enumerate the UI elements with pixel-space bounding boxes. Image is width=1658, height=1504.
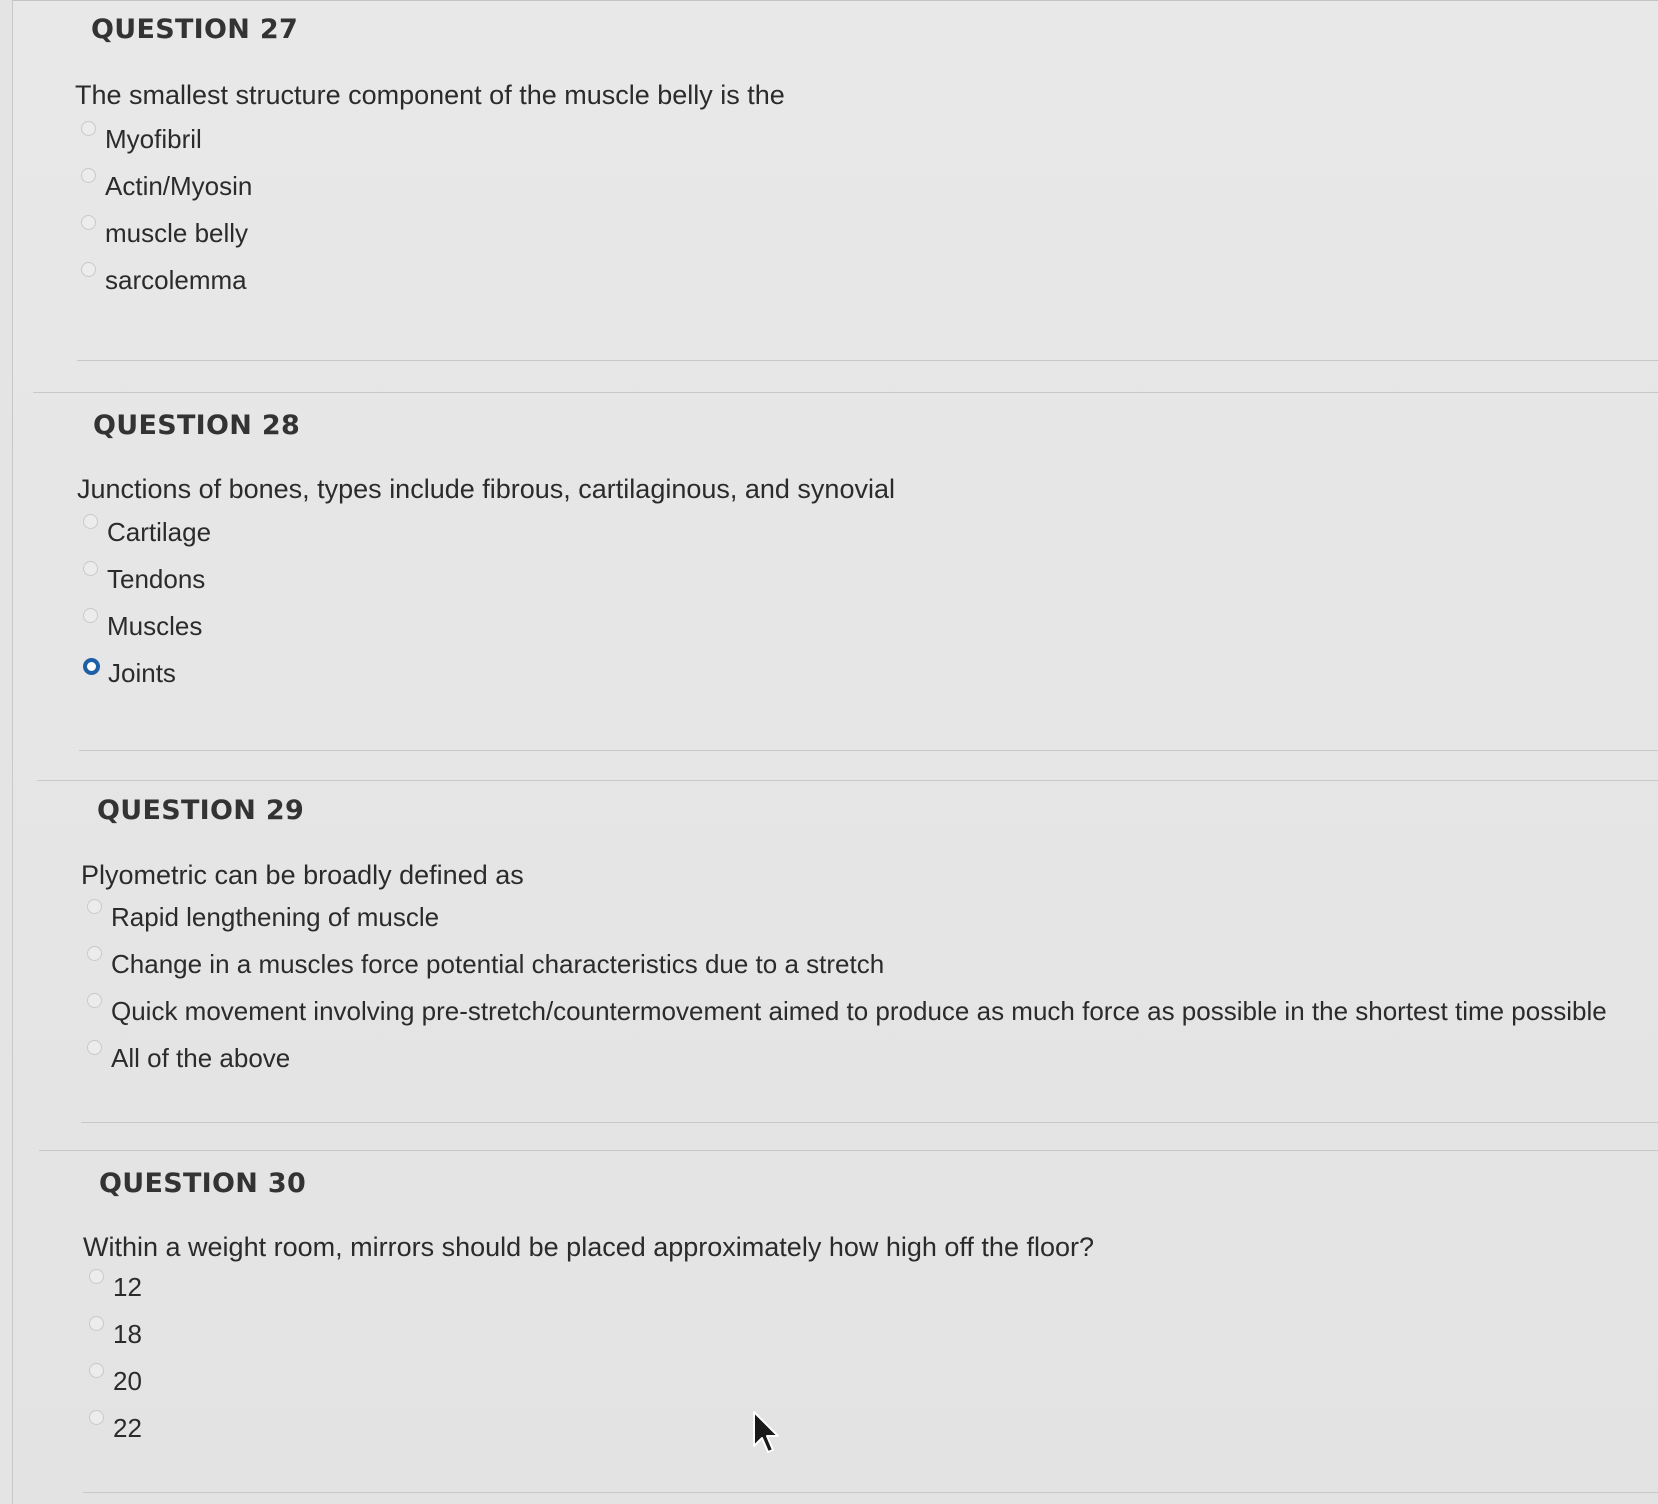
section-divider	[33, 392, 1658, 393]
question-divider	[83, 1492, 1658, 1493]
answer-label: 20	[113, 1366, 142, 1396]
question-heading: QUESTION 30	[99, 1168, 307, 1199]
answer-label: Myofibril	[105, 124, 202, 154]
section-divider	[39, 1150, 1658, 1151]
answer-option[interactable]	[81, 211, 252, 258]
answer-label: Rapid lengthening of muscle	[111, 902, 440, 932]
answer-label: All of the above	[111, 1043, 291, 1073]
radio-button[interactable]	[89, 1363, 104, 1378]
radio-button[interactable]	[83, 514, 98, 529]
radio-button[interactable]	[87, 946, 102, 961]
top-divider	[13, 0, 1658, 1]
question-text: Within a weight room, mirrors should be placed approximately how high off the floor?	[83, 1232, 1095, 1262]
answer-option[interactable]	[89, 1312, 142, 1359]
answer-label: Tendons	[107, 564, 206, 594]
answer-label: 18	[113, 1319, 142, 1349]
question-heading: QUESTION 29	[97, 795, 305, 826]
answer-label: Joints	[108, 658, 176, 688]
question-text: Junctions of bones, types include fibrous, cartilaginous, and synovial	[77, 474, 895, 504]
answer-option[interactable]	[83, 651, 211, 698]
answer-label: Change in a muscles force potential characteristics due to a stretch	[111, 949, 885, 979]
answer-options	[89, 1265, 142, 1453]
question-text: The smallest structure component of the muscle belly is the	[75, 80, 785, 110]
answer-label: Quick movement involving pre-stretch/countermovement aimed to produce as much force as possible in the shortest time possible	[111, 996, 1607, 1026]
radio-button[interactable]	[81, 168, 96, 183]
answer-option[interactable]	[87, 1036, 1607, 1083]
radio-button[interactable]	[81, 121, 96, 136]
answer-label: Muscles	[107, 611, 203, 641]
answer-option[interactable]	[89, 1406, 142, 1453]
question-text: Plyometric can be broadly defined as	[81, 860, 524, 890]
answer-label: muscle belly	[105, 218, 249, 248]
answer-option[interactable]	[89, 1359, 142, 1406]
question-divider	[77, 360, 1658, 361]
radio-button[interactable]	[89, 1316, 104, 1331]
radio-button[interactable]	[89, 1410, 104, 1425]
radio-button[interactable]	[87, 1040, 102, 1055]
radio-button[interactable]	[87, 899, 102, 914]
answer-label: sarcolemma	[105, 265, 247, 295]
answer-option[interactable]	[83, 604, 211, 651]
mouse-pointer-icon	[752, 1410, 782, 1456]
answer-options	[81, 117, 252, 305]
answer-option[interactable]	[81, 258, 252, 305]
answer-label: 12	[113, 1272, 142, 1302]
radio-button[interactable]	[87, 993, 102, 1008]
answer-label: Cartilage	[107, 517, 212, 547]
radio-button[interactable]	[81, 215, 96, 230]
answer-option[interactable]	[83, 510, 211, 557]
radio-button-selected[interactable]	[83, 658, 100, 675]
question-divider	[81, 1122, 1658, 1123]
section-divider	[37, 780, 1658, 781]
answer-label: 22	[113, 1413, 142, 1443]
answer-option[interactable]	[81, 117, 252, 164]
answer-options	[83, 510, 211, 698]
answer-options	[87, 895, 1607, 1083]
answer-option[interactable]	[89, 1265, 142, 1312]
question-divider	[79, 750, 1658, 751]
quiz-page	[12, 0, 1658, 1504]
question-heading: QUESTION 28	[93, 410, 301, 441]
radio-button[interactable]	[89, 1269, 104, 1284]
answer-option[interactable]	[81, 164, 252, 211]
radio-button[interactable]	[83, 608, 98, 623]
answer-option[interactable]	[83, 557, 211, 604]
radio-button[interactable]	[81, 262, 96, 277]
answer-option[interactable]	[87, 989, 1607, 1036]
radio-button[interactable]	[83, 561, 98, 576]
answer-option[interactable]	[87, 942, 1607, 989]
answer-label: Actin/Myosin	[105, 171, 253, 201]
question-heading: QUESTION 27	[91, 14, 299, 45]
answer-option[interactable]	[87, 895, 1607, 942]
